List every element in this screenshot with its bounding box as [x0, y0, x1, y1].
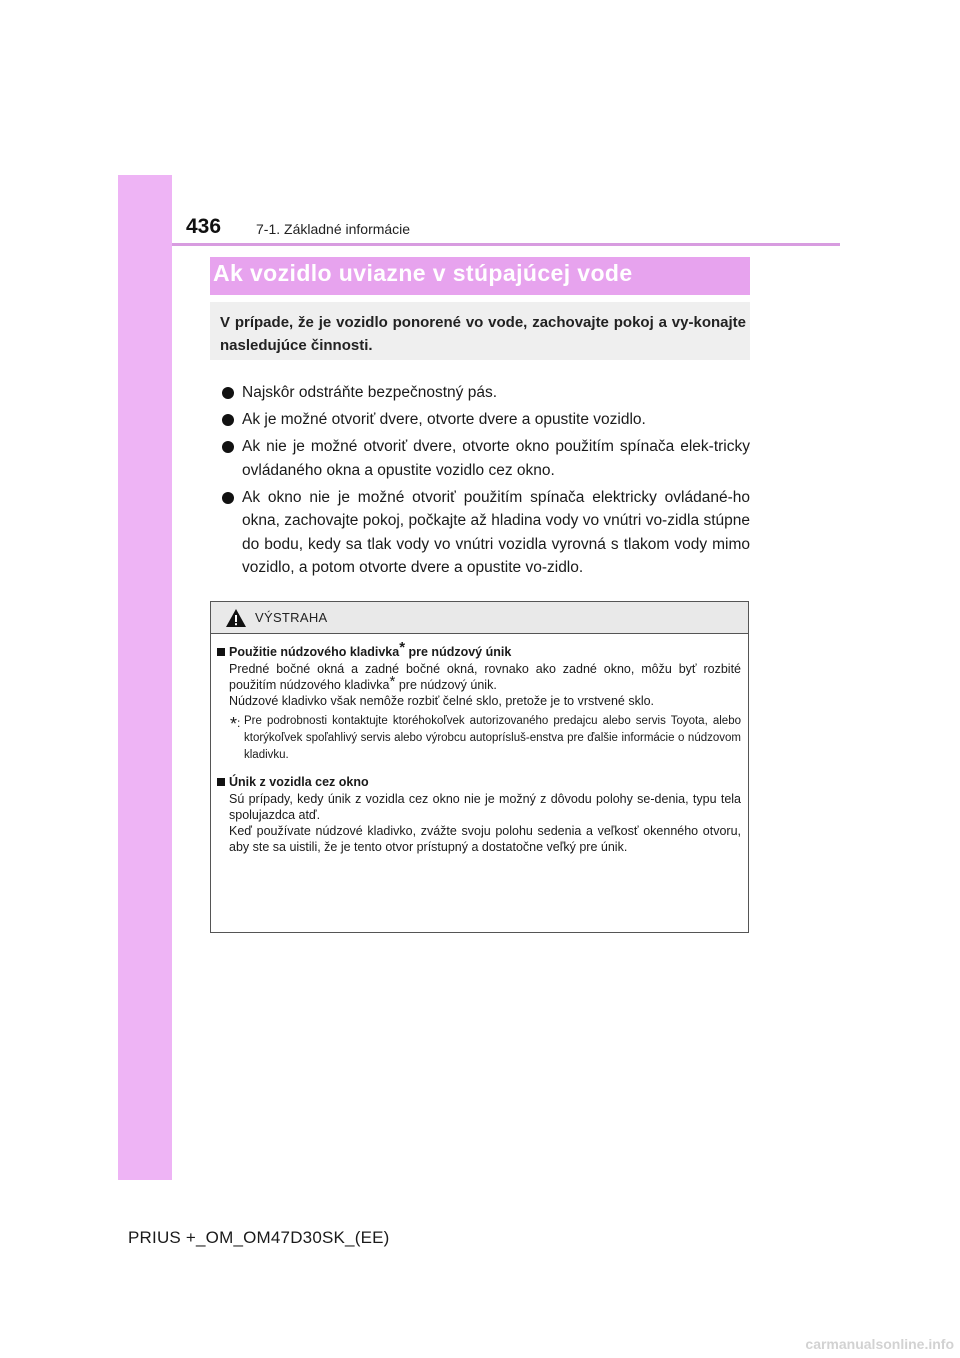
subheading-text: Únik z vozidla cez okno [229, 775, 369, 789]
bullet-dot-icon [222, 492, 234, 504]
paragraph-text: Predné bočné okná a zadné bočné okná, rovnako ako zadné okno, môžu byť rozbité použitím núdzového kladivka [229, 662, 741, 692]
list-item-text: Najskôr odstráňte bezpečnostný pás. [242, 384, 498, 401]
list-item-text: Ak nie je možné otvoriť dvere, otvorte okno použitím spínača elek-tricky ovládaného okna a opustite vozidlo cez okno. [242, 438, 750, 479]
footnote-star-icon: * [389, 673, 396, 690]
warning-paragraph [217, 661, 741, 693]
instruction-list [222, 381, 750, 583]
warning-label: VÝSTRAHA [255, 610, 328, 625]
watermark: carmanualsonline.info [805, 1336, 954, 1352]
footnote [217, 713, 741, 764]
warning-subheading [217, 639, 741, 661]
square-bullet-icon [217, 778, 225, 786]
warning-paragraph: Núdzové kladivko však nemôže rozbiť čelné sklo, pretože je to vrstvené sklo. [229, 694, 655, 708]
list-item [222, 435, 750, 482]
footnote-text: Pre podrobnosti kontaktujte ktoréhokoľvek autorizovaného predajcu alebo servis Toyota, alebo ktorýkoľvek spoľahlivý servis alebo výrobcu autoprísluš-enstva pre ďalšie informácie o núdzovom kladivku. [244, 715, 741, 761]
chapter-side-tab [118, 175, 172, 1180]
list-item [222, 381, 750, 405]
bullet-dot-icon [222, 414, 234, 426]
bullet-dot-icon [222, 387, 234, 399]
document-code: PRIUS +_OM_OM47D30SK_(EE) [128, 1228, 390, 1247]
list-item-text: Ak okno nie je možné otvoriť použitím spínača elektricky ovládané-ho okna, zachovajte pokoj, počkajte až hladina vody vo vnútri vo-zidla stúpne do bodu, kedy sa tlak vody vo vnútri vozidla vyrovná s tlakom vody mimo vozidlo, a potom otvorte dvere a opustite vo-zidlo. [242, 488, 750, 576]
section-label: 7-1. Základné informácie [256, 221, 411, 237]
warning-content [217, 639, 741, 855]
list-item [222, 408, 750, 432]
list-item [222, 486, 750, 580]
warning-box [210, 601, 749, 933]
subheading-text: pre núdzový únik [405, 645, 512, 659]
page-number: 436 [186, 215, 222, 238]
header-divider [172, 243, 840, 246]
warning-paragraph: Keď používate núdzové kladivko, zvážte svoju polohu sedenia a veľkosť okenného otvoru, aby ste sa uistili, že je tento otvor prístupný a dostatočne veľký pre únik. [229, 824, 741, 854]
warning-paragraph: Sú prípady, kedy únik z vozidla cez okno nie je možný z dôvodu polohy se-denia, typu tela spolujazdca atď. [229, 792, 741, 822]
page-title: Ak vozidlo uviazne v stúpajúcej vode [213, 260, 633, 286]
list-item-text: Ak je možné otvoriť dvere, otvorte dvere a opustite vozidlo. [242, 411, 646, 428]
footnote-star-icon: * [399, 639, 406, 656]
square-bullet-icon [217, 648, 225, 656]
warning-subheading [217, 774, 741, 791]
footnote-marker: *: [230, 714, 241, 734]
bullet-dot-icon [222, 441, 234, 453]
warning-header [211, 602, 748, 634]
intro-text: V prípade, že je vozidlo ponorené vo vode, zachovajte pokoj a vy-konajte nasledujúce činnosti. [220, 314, 746, 354]
warning-triangle-icon [225, 608, 247, 628]
subheading-text: Použitie núdzového kladivka [229, 645, 400, 659]
paragraph-text: pre núdzový únik. [395, 678, 497, 692]
